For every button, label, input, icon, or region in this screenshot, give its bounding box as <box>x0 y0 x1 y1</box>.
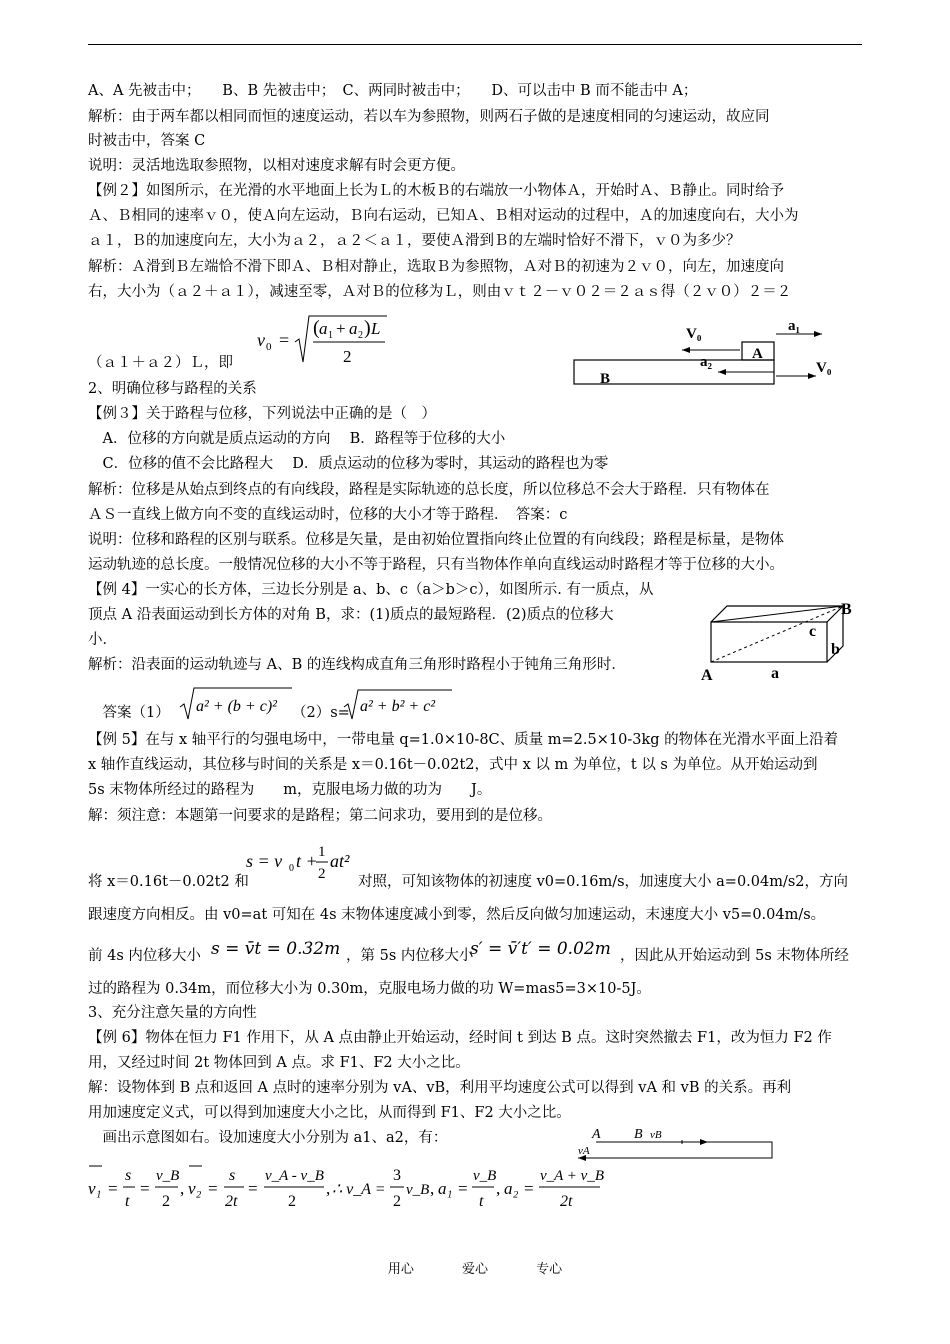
figure-cuboid <box>695 596 865 688</box>
kin-half-num: 1 <box>318 844 326 860</box>
ex6-solution-2: 用加速度定义式，可以得到加速度大小之比，从而得到 F1、F2 大小之比。 <box>88 1105 571 1121</box>
v0-right-arrowhead <box>808 373 816 379</box>
eq-a1: a₁ <box>438 1179 453 1198</box>
v0-eq: = <box>279 330 290 350</box>
radical-1-svg <box>178 683 296 723</box>
ex2-stem-1: 【例２】如图所示，在光滑的水平地面上长为Ｌ的木板Ｂ的右端放一小物体Ａ，开始时Ａ、Ｂ静止。同时给予 <box>88 183 784 199</box>
eq-two-1: 2 <box>162 1193 170 1210</box>
eq-2t-2: 2t <box>560 1193 573 1210</box>
radical-1 <box>178 683 296 723</box>
eq-vB-2: v_B <box>406 1182 430 1198</box>
ex3-note-1: 说明：位移和路程的区别与联系。位移是矢量，是由初始位置指向终止位置的有向线段；路程是标量，是物体 <box>88 532 784 548</box>
corner-b-label: B <box>841 601 852 618</box>
eq-vA-minus-vB: v_A - v_B <box>265 1168 324 1184</box>
figure-block-board <box>560 312 850 392</box>
v0-left-arrowhead <box>682 347 690 353</box>
a2-arrowhead <box>718 369 726 375</box>
footer-word-2: 爱心 <box>461 1262 488 1277</box>
comma-2: , <box>326 1179 331 1198</box>
eq-vB-3: v_B <box>473 1168 497 1184</box>
ex2-analysis-1: 解析：Ａ滑到Ｂ左端恰不滑下即Ａ、Ｂ相对静止，选取Ｂ为参照物，Ａ对Ｂ的初速为２ｖ０，向左，加速度向 <box>88 259 784 275</box>
ex5-result: 过的路程为 0.34m，而位移大小为 0.30m，克服电场力做的功 W=mas5=3×10-5J。 <box>88 981 651 997</box>
ex3-note-2: 运动轨迹的总长度。一般情况位移的大小不等于路程，只有当物体作单向直线运动时路程才等于位移的大小。 <box>88 557 784 573</box>
ex1-options: A、A 先被击中； B、B 先被击中； C、两同时被击中； D、可以击中 B 而不能击中 A； <box>88 83 698 99</box>
eq-eq-3: = <box>208 1179 218 1198</box>
ex5-stem-3: 5s 末物体所经过的路程为 m，克服电场力做的功为 J。 <box>88 782 492 798</box>
eq-t-2: t <box>479 1193 484 1210</box>
num-a2: a <box>349 319 358 338</box>
eq-vB-1: v_B <box>156 1168 180 1184</box>
eq-eq-1: = <box>108 1179 118 1198</box>
ex2-answer-prefix: （ａ１＋ａ２）Ｌ，即 <box>88 355 233 371</box>
ex3-analysis-1: 解析：位移是从始点到终点的有向线段，路程是实际轨迹的总长度，所以位移总不会大于路程．只有物体在 <box>88 482 770 498</box>
paren-close: ) <box>364 317 371 339</box>
v0-sub: 0 <box>266 341 272 353</box>
num-a1-sub: 1 <box>328 330 333 341</box>
kin-t-plus: t + <box>296 851 318 871</box>
ex1-note: 说明：灵活地选取参照物，以相对速度求解有时会更方便。 <box>88 158 465 174</box>
board-label: B <box>600 371 611 387</box>
figure-ab-motion <box>572 1124 778 1164</box>
ex4-answer-1-label: 答案（1） <box>88 705 170 721</box>
kinematics-formula <box>246 838 358 886</box>
kin-half-den: 2 <box>318 866 326 882</box>
kin-v0-sub: 0 <box>289 863 294 874</box>
eq-vA-plus-vB: v_A + v_B <box>540 1168 604 1184</box>
eq-eq-6: = <box>524 1179 534 1198</box>
point-a-label: A <box>592 1127 601 1142</box>
ex2-analysis-2: 右，大小为（ａ２＋ａ１），减速至零，Ａ对Ｂ的位移为Ｌ，则由ｖｔ２－ｖ０２＝２ａｓ得（２ｖ０）２＝２ <box>88 284 792 300</box>
displacement-formula-2: s′ = v̄′t′ = 0.02m <box>470 939 611 959</box>
eq-s-2: s <box>229 1167 236 1184</box>
ex5-stem-2: x 轴作直线运动，其位移与时间的关系是 x＝0.16t－0.02t2，式中 x 以 m 为单位，t 以 s 为单位。从开始运动到 <box>88 757 818 773</box>
block-label: A <box>752 346 763 362</box>
kin-at2: at² <box>330 851 350 871</box>
ex5-reasoning: 跟速度方向相反。由 v0=at 可知在 4s 末物体速度减小到零，然后反向做匀加速运动，末速度大小 v5=0.04m/s。 <box>88 907 826 923</box>
ex5-compare-prefix: 将 x＝0.16t－0.02t2 和 <box>88 874 249 890</box>
ex6-diagram-intro: 画出示意图如右。设加速度大小分别为 a1、a2，有： <box>88 1130 448 1146</box>
edge-b-label: b <box>831 641 840 658</box>
comma-4: , <box>496 1179 501 1198</box>
ex4-stem-3: 小． <box>88 632 117 648</box>
figure-cuboid-svg <box>695 596 865 688</box>
eq-2t-1: 2t <box>225 1193 238 1210</box>
ex5-disp-prefix-2: ，第 5s 内位移大小 <box>346 948 474 964</box>
footer-word-1: 用心 <box>387 1262 414 1277</box>
radical-2-content: a² + b² + c² <box>360 698 436 715</box>
eq-two-2: 2 <box>288 1193 296 1210</box>
den-2: 2 <box>343 347 352 366</box>
radical-1-content: a² + (b + c)² <box>196 698 277 715</box>
vb-label: vB <box>650 1129 662 1141</box>
num-a1: a <box>319 319 328 338</box>
eq-a2: a₂ <box>504 1179 519 1198</box>
edge-c-label: c <box>809 623 817 640</box>
ex3-options-cd: C．位移的值不会比路程大 D．质点运动的位移为零时，其运动的路程也为零 <box>88 456 609 472</box>
section-2-title: 2、明确位移与路程的关系 <box>88 381 257 397</box>
displacement-formula-1: s = v̄t = 0.32m <box>211 939 341 959</box>
eq-three: 3 <box>393 1167 401 1184</box>
eq-eq-2: = <box>140 1179 150 1198</box>
eq-v2: v₂ <box>188 1179 202 1198</box>
figure-ab-motion-svg <box>572 1124 778 1164</box>
paren-open: ( <box>313 317 320 339</box>
ex3-stem: 【例３】关于路程与位移，下列说法中正确的是（ ） <box>88 406 436 422</box>
radical-2 <box>342 685 454 723</box>
point-b-label: B <box>634 1127 643 1142</box>
ex5-compare-suffix: 对照，可知该物体的初速度 v0=0.16m/s，加速度大小 a=0.04m/s2，方向 <box>358 874 849 890</box>
radical-2-svg <box>342 685 454 723</box>
kin-s-v: s = v <box>246 851 283 871</box>
v0-right-label: V₀ <box>816 360 832 376</box>
a1-arrowhead <box>814 331 822 337</box>
eq-eq-4: = <box>248 1179 258 1198</box>
ex1-analysis-1: 解析：由于两车都以相同而恒的速度运动，若以车为参照物，则两石子做的是速度相同的匀速运动，故应同 <box>88 109 770 125</box>
eq-t-1: t <box>125 1193 130 1210</box>
comma-3: , <box>430 1179 435 1198</box>
section-3-title: 3、充分注意矢量的方向性 <box>88 1005 257 1021</box>
a1-label: a₁ <box>788 318 800 334</box>
figure-block-board-svg <box>560 312 850 392</box>
ex5-solution-intro: 解：须注意：本题第一问要求的是路程；第二问求功，要用到的是位移。 <box>88 808 552 824</box>
ex2-stem-2: Ａ、Ｂ相同的速率ｖ０，使Ａ向左运动，Ｂ向右运动，已知Ａ、Ｂ相对运动的过程中，Ａ的加速度向右，大小为 <box>88 208 799 224</box>
ex1-analysis-2: 时被击中，答案 C <box>88 133 206 149</box>
ex5-disp-suffix: ，因此从开始运动到 5s 末物体所经 <box>620 948 849 964</box>
comma-1: , <box>180 1179 185 1198</box>
page-footer <box>0 1258 950 1277</box>
v0-formula-svg <box>255 312 395 372</box>
ex6-solution-1: 解：设物体到 B 点和返回 A 点时的速率分别为 vA、vB，利用平均速度公式可以得到 vA 和 vB 的关系。再利 <box>88 1080 792 1096</box>
eq-s-1: s <box>125 1167 132 1184</box>
ex6-stem-1: 【例 6】物体在恒力 F1 作用下，从 A 点由静止开始运动，经时间 t 到达 B 点。这时突然撤去 F1，改为恒力 F2 作 <box>88 1030 832 1046</box>
edge-a-label: a <box>771 665 779 682</box>
ex2-stem-3: ａ１，Ｂ的加速度向左，大小为ａ２，ａ２＜ａ１，要使Ａ滑到Ｂ的左端时恰好不滑下，ｖ０为多少？ <box>88 233 741 249</box>
num-L: L <box>371 319 381 338</box>
header-rule <box>88 44 862 45</box>
ex4-stem-2: 顶点 A 沿表面运动到长方体的对角 B，求：(1)质点的最短路程．(2)质点的位移大 <box>88 607 614 623</box>
ex5-stem-1: 【例 5】在与 x 轴平行的匀强电场中，一带电量 q=1.0×10-8C、质量 m=2.5×10-3kg 的物体在光滑水平面上沿着 <box>88 732 839 748</box>
eq-eq-5: = <box>458 1179 468 1198</box>
ex5-disp-prefix-1: 前 4s 内位移大小 <box>88 948 201 964</box>
ex3-analysis-2: ＡＳ一直线上做方向不变的直线运动时，位移的大小才等于路程． 答案：c <box>88 507 568 523</box>
num-a2-sub: 2 <box>358 330 363 341</box>
v0-left-label: V₀ <box>686 326 702 342</box>
forward-arrowhead <box>700 1139 708 1145</box>
v0-symbol: v <box>257 330 265 350</box>
ex4-stem-1: 【例 4】一实心的长方体，三边长分别是 a、b、c（a＞b＞c），如图所示. 有一质点，从 <box>88 582 654 598</box>
corner-a-label: A <box>701 667 713 684</box>
ex3-options-ab: A．位移的方向就是质点运动的方向 B．路程等于位移的大小 <box>88 431 506 447</box>
eq-v1: v₁ <box>88 1179 102 1198</box>
footer-word-3: 专心 <box>536 1262 563 1277</box>
ex6-stem-2: 用，又经过时间 2t 物体回到 A 点。求 F1、F2 大小之比。 <box>88 1055 470 1071</box>
num-plus: + <box>336 319 346 338</box>
kinematics-formula-svg <box>246 838 358 886</box>
ex4-answer-2-label: （2）s= <box>292 705 350 721</box>
v0-formula <box>255 312 395 372</box>
eq-two-3: 2 <box>393 1193 401 1210</box>
a2-label: a₂ <box>700 354 712 370</box>
ex6-equation <box>88 1160 608 1216</box>
ex4-analysis: 解析：沿表面的运动轨迹与 A、B 的连线构成直角三角形时路程小于钝角三角形时． <box>88 657 626 673</box>
return-path <box>578 1142 772 1158</box>
ex6-equation-svg <box>88 1160 608 1216</box>
va-label: vA <box>578 1145 590 1157</box>
eq-therefore: ∴ v_A = <box>332 1181 386 1198</box>
